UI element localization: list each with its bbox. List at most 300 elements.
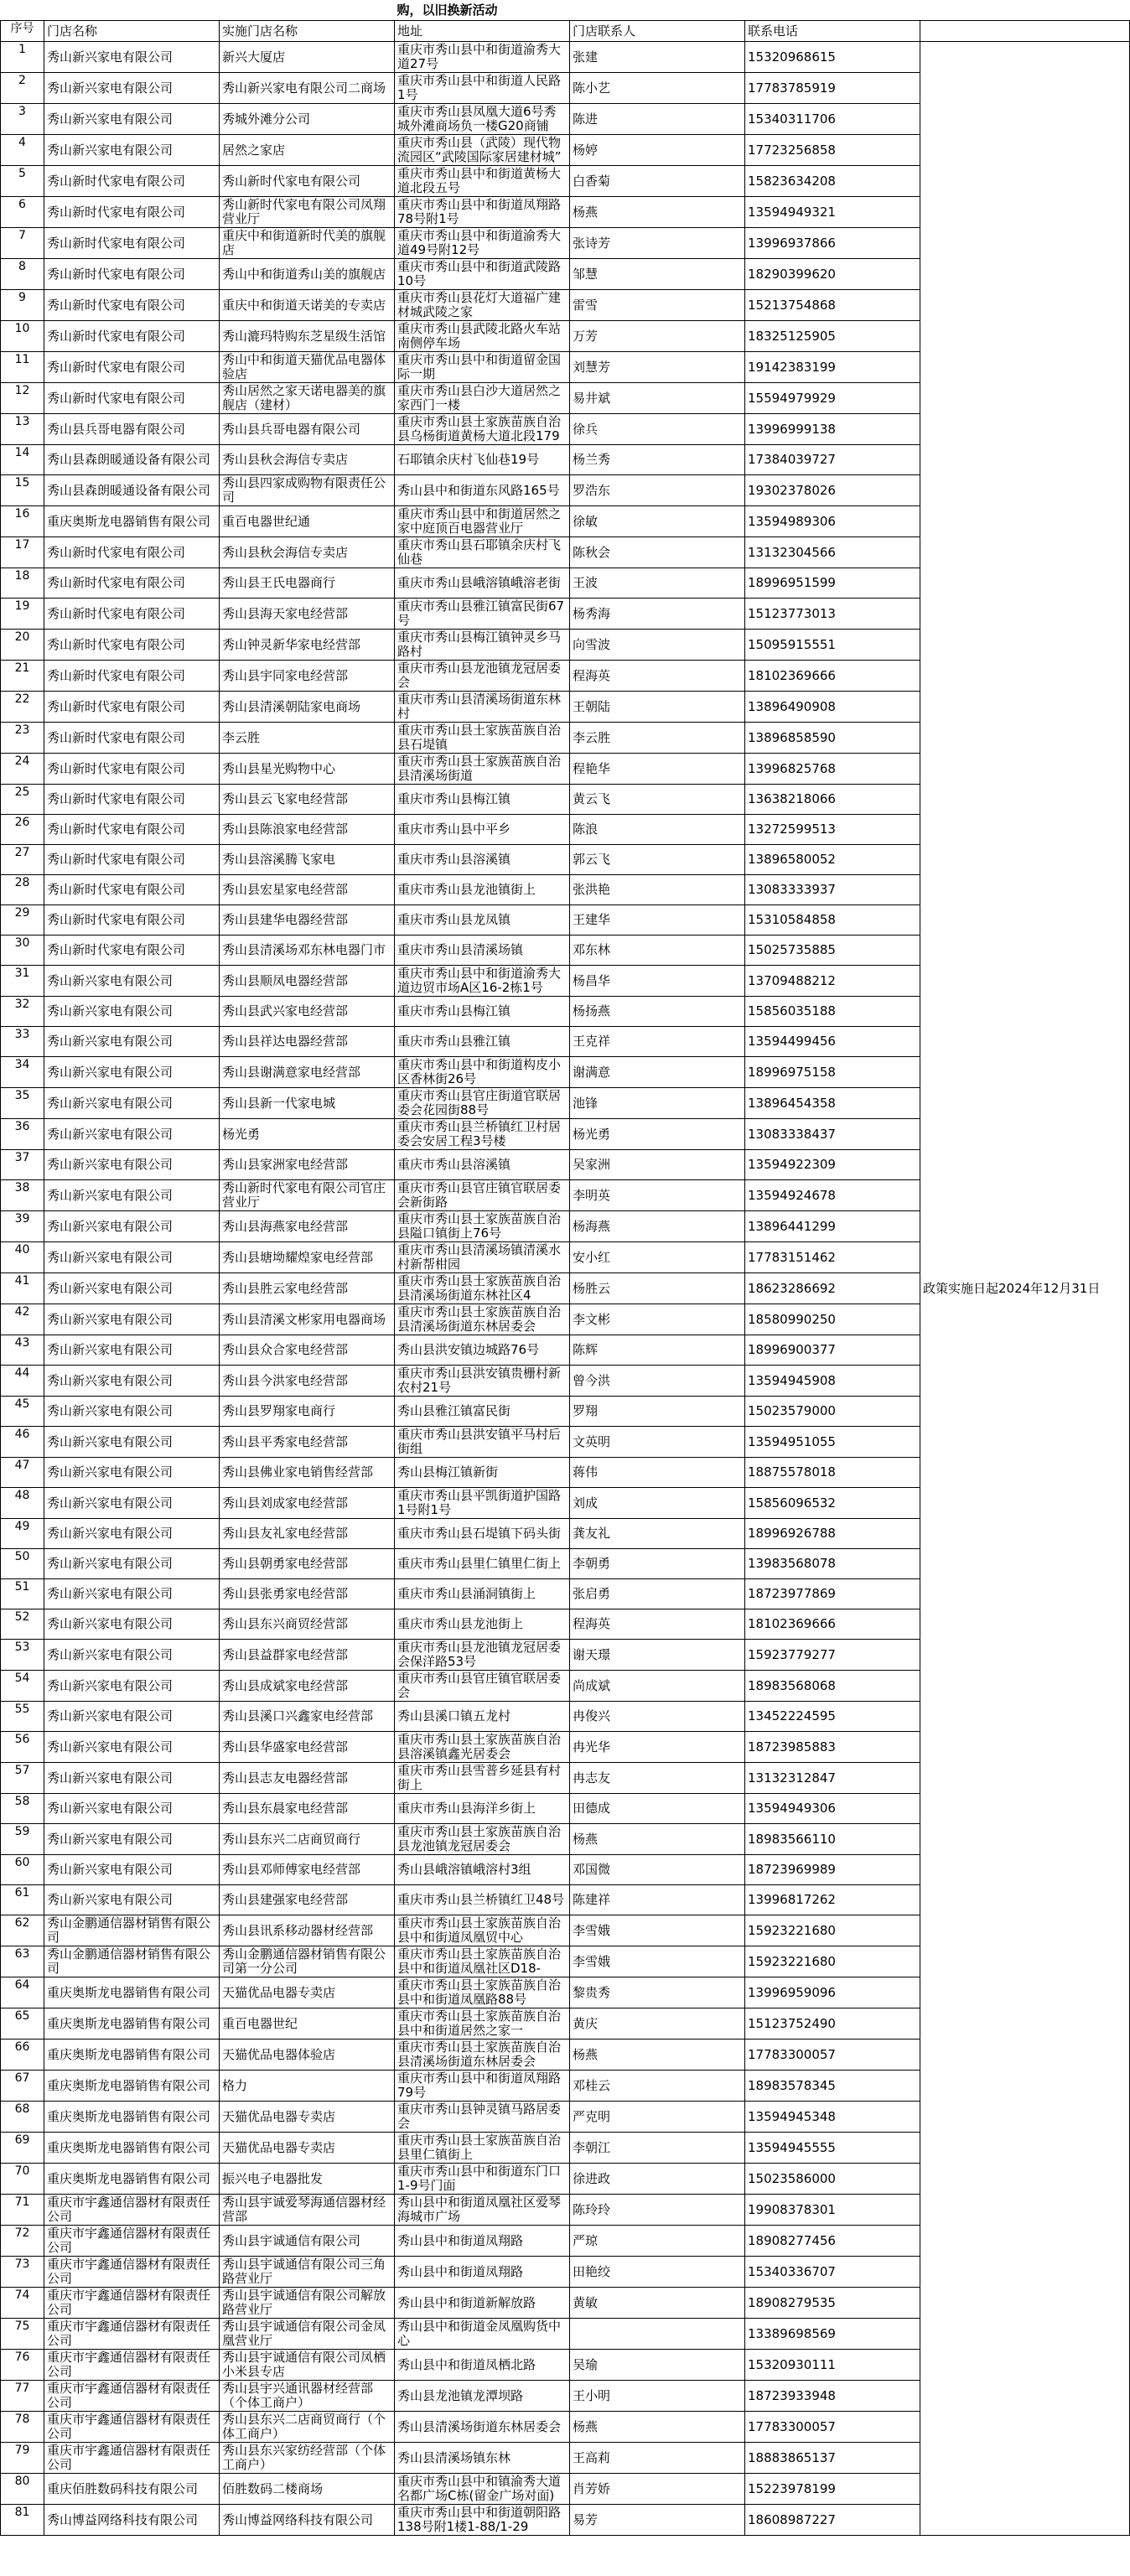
row-store-name: 重庆奥斯龙电器销售有限公司: [44, 2071, 220, 2102]
row-index: 39: [1, 1211, 44, 1242]
table-header-row: [1, 21, 1130, 42]
row-store-name: 秀山新时代家电有限公司: [44, 321, 220, 352]
row-store-name: 秀山新兴家电有限公司: [44, 1427, 220, 1458]
row-address: 重庆市秀山县钟灵镇马路居委会: [395, 2102, 570, 2133]
row-store-name: 秀山新兴家电有限公司: [44, 42, 220, 73]
row-address: 重庆市秀山县土家族苗族自治县清溪场街道东林居委会: [395, 1304, 570, 1335]
row-implementing-store: 秀山县祥达电器经营部: [220, 1027, 395, 1057]
row-store-name: 秀山新时代家电有限公司: [44, 197, 220, 228]
row-phone: 18996926788: [745, 1519, 920, 1549]
row-contact: 池锋: [570, 1088, 745, 1119]
row-store-name: 秀山新兴家电有限公司: [44, 1671, 220, 1702]
row-store-name: 重庆佰胜数码科技有限公司: [44, 2474, 220, 2505]
row-store-name: 重庆奥斯龙电器销售有限公司: [44, 2040, 220, 2071]
row-address: 重庆市秀山县中和街道东门口1-9号门面: [395, 2164, 570, 2195]
row-implementing-store: 秀山县星光购物中心: [220, 754, 395, 785]
row-phone: 15823634208: [745, 166, 920, 197]
row-address: 秀山县清溪场街道东林居委会: [395, 2412, 570, 2443]
row-address: 秀山县龙池镇龙潭坝路: [395, 2381, 570, 2412]
row-index: 75: [1, 2319, 44, 2350]
row-contact: 李文彬: [570, 1304, 745, 1335]
row-contact: 黄庆: [570, 2008, 745, 2040]
header-address: 地址: [395, 21, 570, 42]
row-implementing-store: 天猫优品电器专卖店: [220, 2102, 395, 2133]
row-implementing-store: 杨光勇: [220, 1119, 395, 1150]
row-contact: 程海英: [570, 1609, 745, 1640]
row-contact: 王高莉: [570, 2443, 745, 2474]
row-store-name: 重庆市宇鑫通信器材有限责任公司: [44, 2195, 220, 2226]
row-contact: 王朝陆: [570, 692, 745, 723]
row-index: 5: [1, 166, 44, 197]
row-store-name: 重庆奥斯龙电器销售有限公司: [44, 506, 220, 537]
row-implementing-store: 秀山县张勇家电经营部: [220, 1579, 395, 1609]
row-contact: 张建: [570, 42, 745, 73]
row-address: 重庆市秀山县梅江镇: [395, 997, 570, 1027]
row-index: 68: [1, 2102, 44, 2133]
row-index: 66: [1, 2040, 44, 2071]
row-phone: 18102369666: [745, 1609, 920, 1640]
row-phone: 13896441299: [745, 1211, 920, 1242]
row-implementing-store: 秀山县武兴家电经营部: [220, 997, 395, 1027]
row-phone: 13594945908: [745, 1366, 920, 1397]
row-implementing-store: 秀山县谢满意家电经营部: [220, 1057, 395, 1088]
header-note: [920, 21, 1130, 42]
row-contact: 程艳华: [570, 754, 745, 785]
row-phone: 13996959096: [745, 1977, 920, 2008]
row-store-name: 重庆市宇鑫通信器材有限责任公司: [44, 2350, 220, 2381]
row-implementing-store: 秀山县友礼家电经营部: [220, 1519, 395, 1549]
row-index: 43: [1, 1335, 44, 1366]
row-address: 重庆市秀山县土家族苗族自治县里仁镇街上: [395, 2133, 570, 2164]
row-phone: 13594924678: [745, 1180, 920, 1211]
row-index: 27: [1, 845, 44, 875]
row-store-name: 重庆市宇鑫通信器材有限责任公司: [44, 2288, 220, 2319]
row-contact: 杨燕: [570, 197, 745, 228]
row-phone: 18723969989: [745, 1855, 920, 1885]
row-address: 秀山县中和街道金凤凰购货中心: [395, 2319, 570, 2350]
row-phone: 13594499456: [745, 1027, 920, 1057]
row-store-name: 秀山新兴家电有限公司: [44, 1609, 220, 1640]
row-contact: 徐敏: [570, 506, 745, 537]
header-implementing-store: 实施门店名称: [220, 21, 395, 42]
row-phone: 18102369666: [745, 661, 920, 692]
row-store-name: 秀山新兴家电有限公司: [44, 1702, 220, 1732]
row-contact: 杨燕: [570, 2040, 745, 2071]
row-store-name: 秀山新兴家电有限公司: [44, 1488, 220, 1519]
row-phone: 13594922309: [745, 1150, 920, 1180]
row-index: 10: [1, 321, 44, 352]
row-index: 52: [1, 1609, 44, 1640]
row-index: 44: [1, 1366, 44, 1397]
row-contact: 杨光勇: [570, 1119, 745, 1150]
row-store-name: 秀山新兴家电有限公司: [44, 135, 220, 166]
row-phone: 13709488212: [745, 966, 920, 997]
row-store-name: 秀山新兴家电有限公司: [44, 1211, 220, 1242]
row-address: 重庆市秀山县（武陵）现代物流园区“武陵国际家居建材城”: [395, 135, 570, 166]
row-implementing-store: 秀山县朝勇家电经营部: [220, 1549, 395, 1579]
row-phone: 17723256858: [745, 135, 920, 166]
row-phone: 18875578018: [745, 1458, 920, 1488]
row-implementing-store: 秀山县宇诚通信有限公司三角路营业厅: [220, 2257, 395, 2288]
row-phone: 13896490908: [745, 692, 920, 723]
row-implementing-store: 秀山县清溪文彬家用电器商场: [220, 1304, 395, 1335]
row-store-name: 秀山新兴家电有限公司: [44, 1855, 220, 1885]
row-index: 1: [1, 42, 44, 73]
row-contact: 曾今洪: [570, 1366, 745, 1397]
row-index: 34: [1, 1057, 44, 1088]
row-implementing-store: 秀山县佛业家电销售经营部: [220, 1458, 395, 1488]
row-contact: 李云胜: [570, 723, 745, 754]
row-contact: [570, 2319, 745, 2350]
row-index: 12: [1, 383, 44, 414]
row-address: 秀山县洪安镇边城路76号: [395, 1335, 570, 1366]
row-contact: 陈小艺: [570, 73, 745, 104]
row-index: 76: [1, 2350, 44, 2381]
row-index: 22: [1, 692, 44, 723]
row-store-name: 秀山新兴家电有限公司: [44, 1088, 220, 1119]
row-index: 50: [1, 1549, 44, 1579]
row-contact: 文英明: [570, 1427, 745, 1458]
row-store-name: 秀山新兴家电有限公司: [44, 1794, 220, 1824]
row-store-name: 秀山新时代家电有限公司: [44, 845, 220, 875]
row-implementing-store: 重庆中和街道新时代美的旗舰店: [220, 228, 395, 259]
row-phone: 15025735885: [745, 936, 920, 966]
row-contact: 王克祥: [570, 1027, 745, 1057]
row-contact: 王建华: [570, 905, 745, 936]
row-store-name: 秀山新时代家电有限公司: [44, 599, 220, 630]
row-phone: 15223978199: [745, 2474, 920, 2505]
row-address: 重庆市秀山县中和街道渝秀大道边贸市场A区16-2栋1号: [395, 966, 570, 997]
row-store-name: 秀山新时代家电有限公司: [44, 166, 220, 197]
row-phone: 13594951055: [745, 1427, 920, 1458]
row-contact: 邓桂云: [570, 2071, 745, 2102]
row-phone: 13896580052: [745, 845, 920, 875]
row-store-name: 重庆市宇鑫通信器材有限责任公司: [44, 2319, 220, 2350]
row-implementing-store: 秀城外滩分公司: [220, 104, 395, 135]
row-address: 重庆市秀山县武陵北路火车站南侧停车场: [395, 321, 570, 352]
row-implementing-store: 秀山新兴家电有限公司二商场: [220, 73, 395, 104]
row-store-name: 秀山新时代家电有限公司: [44, 661, 220, 692]
row-implementing-store: 居然之家店: [220, 135, 395, 166]
row-index: 20: [1, 630, 44, 661]
row-phone: 17783151462: [745, 1242, 920, 1273]
row-store-name: 秀山新时代家电有限公司: [44, 692, 220, 723]
row-index: 21: [1, 661, 44, 692]
row-address: 重庆市秀山县官庄镇官联居委会新街路: [395, 1180, 570, 1211]
row-address: 重庆市秀山县中平乡: [395, 815, 570, 845]
row-store-name: 秀山新兴家电有限公司: [44, 1335, 220, 1366]
row-implementing-store: 秀山县云飞家电经营部: [220, 785, 395, 815]
row-store-name: 秀山新兴家电有限公司: [44, 997, 220, 1027]
row-contact: 易芳: [570, 2505, 745, 2536]
row-phone: 13452224595: [745, 1702, 920, 1732]
row-index: 62: [1, 1915, 44, 1946]
row-implementing-store: 秀山金鹏通信器材销售有限公司第一分公司: [220, 1946, 395, 1977]
row-address: 秀山县峨溶镇峨溶村3组: [395, 1855, 570, 1885]
row-contact: 谢天璟: [570, 1640, 745, 1671]
row-phone: 13996825768: [745, 754, 920, 785]
row-contact: 田艳绞: [570, 2257, 745, 2288]
row-implementing-store: 秀山县东兴商贸经营部: [220, 1609, 395, 1640]
row-implementing-store: 秀山县秋会海信专卖店: [220, 537, 395, 568]
row-address: 重庆市秀山县龙凤镇: [395, 905, 570, 936]
row-phone: 18723977869: [745, 1579, 920, 1609]
row-index: 53: [1, 1640, 44, 1671]
row-implementing-store: 秀山新时代家电有限公司: [220, 166, 395, 197]
row-phone: 13594949306: [745, 1794, 920, 1824]
row-address: 重庆市秀山县中和街道留金国际一期: [395, 352, 570, 383]
row-index: 25: [1, 785, 44, 815]
row-implementing-store: 秀山钟灵新华家电经营部: [220, 630, 395, 661]
row-index: 78: [1, 2412, 44, 2443]
row-implementing-store: 秀山县邓师傅家电经营部: [220, 1855, 395, 1885]
row-store-name: 秀山新时代家电有限公司: [44, 228, 220, 259]
row-address: 重庆市秀山县梅江镇钟灵乡马路村: [395, 630, 570, 661]
row-address: 重庆市秀山县凤凰大道6号秀城外滩商场负一楼G20商铺: [395, 104, 570, 135]
row-phone: 15320930111: [745, 2350, 920, 2381]
row-index: 57: [1, 1763, 44, 1794]
row-contact: 尚成斌: [570, 1671, 745, 1702]
row-index: 41: [1, 1273, 44, 1304]
row-phone: 15923221680: [745, 1915, 920, 1946]
row-contact: 张洪艳: [570, 875, 745, 905]
row-implementing-store: 秀山县宇兴通讯器材经营部（个体工商户）: [220, 2381, 395, 2412]
row-index: 17: [1, 537, 44, 568]
row-contact: 吴瑜: [570, 2350, 745, 2381]
row-address: 重庆市秀山县溶溪镇: [395, 1150, 570, 1180]
row-phone: 13896858590: [745, 723, 920, 754]
row-implementing-store: 秀山县王氏电器商行: [220, 568, 395, 599]
row-implementing-store: 秀山县宇同家电经营部: [220, 661, 395, 692]
row-contact: 谢满意: [570, 1057, 745, 1088]
row-phone: 13638218066: [745, 785, 920, 815]
row-implementing-store: 秀山县讯系移动器材经营部: [220, 1915, 395, 1946]
row-implementing-store: 重庆中和街道天诺美的专卖店: [220, 290, 395, 321]
row-index: 30: [1, 936, 44, 966]
row-store-name: 重庆市宇鑫通信器材有限责任公司: [44, 2381, 220, 2412]
row-contact: 冉光华: [570, 1732, 745, 1763]
row-address: 秀山县中和街道凤翔路: [395, 2257, 570, 2288]
row-implementing-store: 秀山县志友电器经营部: [220, 1763, 395, 1794]
row-address: 秀山县中和街道凤翔路: [395, 2226, 570, 2257]
row-contact: 黄敏: [570, 2288, 745, 2319]
row-contact: 罗翔: [570, 1397, 745, 1427]
row-implementing-store: 秀山县建华电器经营部: [220, 905, 395, 936]
row-contact: 李朝勇: [570, 1549, 745, 1579]
row-index: 14: [1, 445, 44, 475]
row-implementing-store: 秀山县新一代家电城: [220, 1088, 395, 1119]
row-address: 重庆市秀山县中和街道黄杨大道北段五号: [395, 166, 570, 197]
row-store-name: 重庆奥斯龙电器销售有限公司: [44, 2102, 220, 2133]
row-address: 重庆市秀山县洪安镇贵栅村新农村21号: [395, 1366, 570, 1397]
row-index: 65: [1, 2008, 44, 2040]
row-implementing-store: 秀山县成斌家电经营部: [220, 1671, 395, 1702]
row-phone: 13594945348: [745, 2102, 920, 2133]
row-contact: 杨扬燕: [570, 997, 745, 1027]
row-store-name: 秀山新兴家电有限公司: [44, 1150, 220, 1180]
row-contact: 郭云飞: [570, 845, 745, 875]
row-implementing-store: 秀山县东兴二店商贸商行: [220, 1824, 395, 1855]
row-address: 重庆市秀山县溶溪镇: [395, 845, 570, 875]
row-address: 重庆市秀山县中和街道人民路1号: [395, 73, 570, 104]
row-implementing-store: 李云胜: [220, 723, 395, 754]
row-contact: 龚友礼: [570, 1519, 745, 1549]
row-index: 64: [1, 1977, 44, 2008]
row-contact: 邓国微: [570, 1855, 745, 1885]
row-implementing-store: 天猫优品电器专卖店: [220, 2133, 395, 2164]
row-contact: 张启勇: [570, 1579, 745, 1609]
row-address: 重庆市秀山县土家族苗族自治县溶溪镇鑫光居委会: [395, 1732, 570, 1763]
row-address: 重庆市秀山县兰桥镇红卫48号: [395, 1885, 570, 1915]
row-index: 31: [1, 966, 44, 997]
row-contact: 严琼: [570, 2226, 745, 2257]
row-address: 重庆市秀山县土家族苗族自治县隘口镇街上76号: [395, 1211, 570, 1242]
row-implementing-store: 秀山县秋会海信专卖店: [220, 445, 395, 475]
row-index: 67: [1, 2071, 44, 2102]
row-contact: 杨海燕: [570, 1211, 745, 1242]
row-implementing-store: 秀山县宏星家电经营部: [220, 875, 395, 905]
row-implementing-store: 秀山县胜云家电经营部: [220, 1273, 395, 1304]
row-store-name: 秀山博益网络科技有限公司: [44, 2505, 220, 2536]
row-index: 47: [1, 1458, 44, 1488]
row-implementing-store: 秀山县刘成家电经营部: [220, 1488, 395, 1519]
row-phone: 18996900377: [745, 1335, 920, 1366]
row-index: 69: [1, 2133, 44, 2164]
row-address: 重庆市秀山县土家族苗族自治县清溪场街道东林社区4: [395, 1273, 570, 1304]
row-index: 45: [1, 1397, 44, 1427]
row-index: 7: [1, 228, 44, 259]
row-index: 73: [1, 2257, 44, 2288]
row-implementing-store: 秀山县众合家电经营部: [220, 1335, 395, 1366]
row-index: 4: [1, 135, 44, 166]
row-address: 秀山县中和街道新解放路: [395, 2288, 570, 2319]
row-phone: 13083333937: [745, 875, 920, 905]
row-index: 79: [1, 2443, 44, 2474]
row-implementing-store: 重百电器世纪通: [220, 506, 395, 537]
row-store-name: 秀山新兴家电有限公司: [44, 1732, 220, 1763]
row-contact: 张诗芳: [570, 228, 745, 259]
row-implementing-store: 秀山县清溪朝陆家电商场: [220, 692, 395, 723]
row-address: 重庆市秀山县土家族苗族自治县中和街道居然之家一: [395, 2008, 570, 2040]
row-address: 重庆市秀山县中和街道渝秀大道27号: [395, 42, 570, 73]
row-store-name: 重庆奥斯龙电器销售有限公司: [44, 1977, 220, 2008]
row-phone: 18908277456: [745, 2226, 920, 2257]
row-store-name: 秀山新兴家电有限公司: [44, 1273, 220, 1304]
row-index: 40: [1, 1242, 44, 1273]
row-store-name: 秀山新兴家电有限公司: [44, 1366, 220, 1397]
row-address: 重庆市秀山县海洋乡街上: [395, 1794, 570, 1824]
header-index: 序号: [1, 21, 44, 42]
row-address: 重庆市秀山县龙池镇龙冠居委会: [395, 661, 570, 692]
row-index: 58: [1, 1794, 44, 1824]
row-contact: 徐进政: [570, 2164, 745, 2195]
row-store-name: 秀山县森朗暖通设备有限公司: [44, 445, 220, 475]
row-index: 48: [1, 1488, 44, 1519]
row-index: 77: [1, 2381, 44, 2412]
row-implementing-store: 格力: [220, 2071, 395, 2102]
row-phone: 13594945555: [745, 2133, 920, 2164]
row-phone: 15923221680: [745, 1946, 920, 1977]
row-contact: 杨秀海: [570, 599, 745, 630]
row-contact: 杨胜云: [570, 1273, 745, 1304]
table-row: [1, 42, 1130, 73]
row-contact: 李雪娥: [570, 1915, 745, 1946]
row-store-name: 重庆市宇鑫通信器材有限责任公司: [44, 2443, 220, 2474]
row-address: 重庆市秀山县涌洞镇街上: [395, 1579, 570, 1609]
row-store-name: 秀山新兴家电有限公司: [44, 966, 220, 997]
row-implementing-store: 秀山县溶溪腾飞家电: [220, 845, 395, 875]
row-index: 16: [1, 506, 44, 537]
row-index: 74: [1, 2288, 44, 2319]
row-store-name: 秀山新时代家电有限公司: [44, 352, 220, 383]
row-contact: 王波: [570, 568, 745, 599]
row-address: 重庆市秀山县官庄街道官联居委会花园街88号: [395, 1088, 570, 1119]
row-store-name: 秀山新时代家电有限公司: [44, 537, 220, 568]
row-store-name: 重庆市宇鑫通信器材有限责任公司: [44, 2412, 220, 2443]
row-phone: 15023579000: [745, 1397, 920, 1427]
row-phone: 13983568078: [745, 1549, 920, 1579]
row-contact: 蒋伟: [570, 1458, 745, 1488]
row-index: 35: [1, 1088, 44, 1119]
row-phone: 13083338437: [745, 1119, 920, 1150]
row-store-name: 秀山县兵哥电器有限公司: [44, 414, 220, 445]
row-index: 63: [1, 1946, 44, 1977]
row-address: 重庆市秀山县土家族苗族自治县乌杨街道黄杨大道北段179: [395, 414, 570, 445]
row-address: 重庆市秀山县中和街道武陵路10号: [395, 259, 570, 290]
row-implementing-store: 秀山县兵哥电器有限公司: [220, 414, 395, 445]
row-index: 18: [1, 568, 44, 599]
row-phone: 18908279535: [745, 2288, 920, 2319]
row-phone: 15856035188: [745, 997, 920, 1027]
row-phone: 13132312847: [745, 1763, 920, 1794]
row-index: 29: [1, 905, 44, 936]
row-address: 重庆市秀山县土家族苗族自治县清溪场街道东林居委会: [395, 2040, 570, 2071]
row-implementing-store: 秀山县宇诚通信有限公司金凤凰营业厅: [220, 2319, 395, 2350]
row-contact: 万芳: [570, 321, 745, 352]
row-implementing-store: 秀山县清溪场邓东林电器门市: [220, 936, 395, 966]
row-implementing-store: 秀山县东兴二店商贸商行（个体工商户）: [220, 2412, 395, 2443]
row-implementing-store: 秀山新时代家电有限公司凤翔营业厅: [220, 197, 395, 228]
row-address: 重庆市秀山县里仁镇里仁街上: [395, 1549, 570, 1579]
row-implementing-store: 秀山县东晨家电经营部: [220, 1794, 395, 1824]
row-contact: 向雪波: [570, 630, 745, 661]
row-index: 80: [1, 2474, 44, 2505]
row-implementing-store: 秀山县东兴家纺经营部（个体工商户）: [220, 2443, 395, 2474]
header-store-name: 门店名称: [44, 21, 220, 42]
row-index: 11: [1, 352, 44, 383]
row-contact: 杨昌华: [570, 966, 745, 997]
row-contact: 易井斌: [570, 383, 745, 414]
row-contact: 陈玲玲: [570, 2195, 745, 2226]
row-implementing-store: 秀山新时代家电有限公司官庄营业厅: [220, 1180, 395, 1211]
row-phone: 15340311706: [745, 104, 920, 135]
row-store-name: 秀山新兴家电有限公司: [44, 1519, 220, 1549]
row-contact: 邹慧: [570, 259, 745, 290]
row-address: 秀山县梅江镇新街: [395, 1458, 570, 1488]
row-contact: 罗浩东: [570, 475, 745, 506]
row-contact: 徐兵: [570, 414, 745, 445]
row-contact: 陈辉: [570, 1335, 745, 1366]
row-address: 重庆市秀山县雪普乡延县有村街上: [395, 1763, 570, 1794]
row-store-name: 重庆市宇鑫通信器材有限责任公司: [44, 2226, 220, 2257]
row-phone: 15320968615: [745, 42, 920, 73]
row-store-name: 秀山新时代家电有限公司: [44, 568, 220, 599]
row-store-name: 秀山新时代家电有限公司: [44, 875, 220, 905]
row-store-name: 秀山新兴家电有限公司: [44, 1180, 220, 1211]
row-phone: 13594989306: [745, 506, 920, 537]
row-phone: 18983578345: [745, 2071, 920, 2102]
row-phone: 15923779277: [745, 1640, 920, 1671]
